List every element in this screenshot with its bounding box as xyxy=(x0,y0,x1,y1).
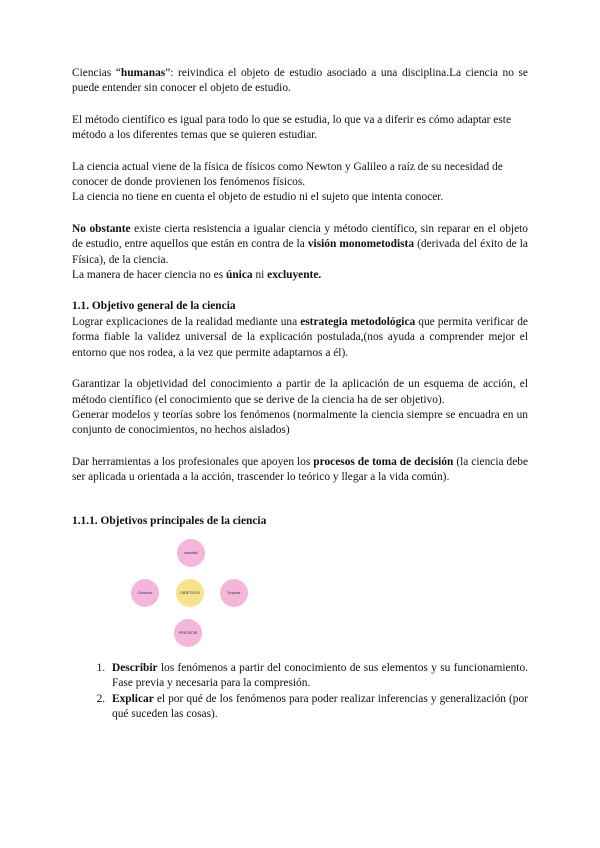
diagram-node-objetivos: OBJETIVOS xyxy=(176,579,204,607)
text-run: Lograr explicaciones de la realidad mediante una xyxy=(72,315,301,328)
bold-run: excluyente. xyxy=(267,269,322,282)
paragraph-manera xyxy=(72,268,528,283)
list-item xyxy=(108,692,528,723)
bold-run: No obstante xyxy=(72,222,131,235)
paragraph-humanas xyxy=(72,66,528,97)
text-run: (la ciencia debe ser aplicada u orientada a la acción, trascender lo teórico y llegar a la vida común). xyxy=(72,455,528,484)
paragraph-no-obstante xyxy=(72,222,528,268)
bold-run: procesos de toma de decisión xyxy=(313,455,454,468)
bold-run: única xyxy=(226,269,253,282)
document-page xyxy=(72,66,528,723)
text-run: ”: reivindica el objeto de estudio asociado a una disciplina.La ciencia no se puede entender sin conocer el objeto de estudio. xyxy=(72,67,528,95)
section-heading-objetivos-principales: 1.1.1. Objetivos principales de la ciencia xyxy=(72,514,267,527)
paragraph-objeto: La ciencia no tiene en cuenta el objeto de estudio ni el sujeto que intenta conocer. xyxy=(72,191,444,204)
bold-run: Describir xyxy=(112,661,158,674)
bold-run: visión monometodista xyxy=(307,238,415,251)
diagram-node-predecir: PREDECIR xyxy=(174,619,202,647)
list-item xyxy=(108,661,528,692)
paragraph-metodo: El método científico es igual para todo lo que se estudia, lo que va a diferir es cómo adaptar este método a los diferentes temas que se quieren estudiar. xyxy=(72,113,512,142)
bold-run: humanas xyxy=(120,67,166,79)
diagram-node-describir: describir xyxy=(177,539,205,567)
bold-run: estrategia metodológica xyxy=(300,315,416,328)
text-run: los fenómenos a partir del conocimiento de sus elementos y su funcionamiento. Fase previa y necesaria para la compresión. xyxy=(112,661,528,690)
text-run: el por qué de los fenómenos para poder realizar inferencias y generalización (por qué suceden las cosas). xyxy=(112,692,528,721)
objectives-list xyxy=(72,661,528,723)
text-run: Ciencias “ xyxy=(72,67,121,79)
paragraph-dar-herramientas xyxy=(72,455,528,486)
paragraph-ciencia-actual: La ciencia actual viene de la física de físicos como Newton y Galileo a raíz de su necesidad de conocer de donde provienen los fenómenos físicos. xyxy=(72,160,503,189)
text-run: ni xyxy=(252,269,268,282)
text-run: La manera de hacer ciencia no es xyxy=(72,269,226,282)
objectives-diagram xyxy=(72,539,528,647)
text-run: Dar herramientas a los profesionales que apoyen los xyxy=(72,455,314,468)
section-heading-objetivo-general: 1.1. Objetivo general de la ciencia xyxy=(72,300,236,313)
paragraph-lograr xyxy=(72,315,528,361)
diagram-node-explicar: Explicar xyxy=(220,579,248,607)
paragraph-generar: Generar modelos y teorías sobre los fenómenos (normalmente la ciencia siempre se encuadra en un conjunto de conocimientos, no hechos aislados) xyxy=(72,408,528,437)
diagram-node-controlar: Controlar xyxy=(131,579,159,607)
text-run: que permita verificar de forma fiable la validez universal de la explicación postulada,(nos ayuda a comprender mejor el entorno que nos rodea, a la vez que permite adaptarnos a él). xyxy=(72,315,528,359)
text-run: (derivada del éxito de la Física), de la ciencia. xyxy=(72,238,528,266)
paragraph-garantizar: Garantizar la objetividad del conocimiento a partir de la aplicación de un esquema de acción, el método científico (el conocimiento que se derive de la ciencia ha de ser objetivo). xyxy=(72,378,528,406)
text-run: existe cierta resistencia a igualar ciencia y método científico, sin reparar en el objeto de estudio, entre aquellos que están en contra de la xyxy=(72,222,529,251)
bold-run: Explicar xyxy=(112,692,154,705)
